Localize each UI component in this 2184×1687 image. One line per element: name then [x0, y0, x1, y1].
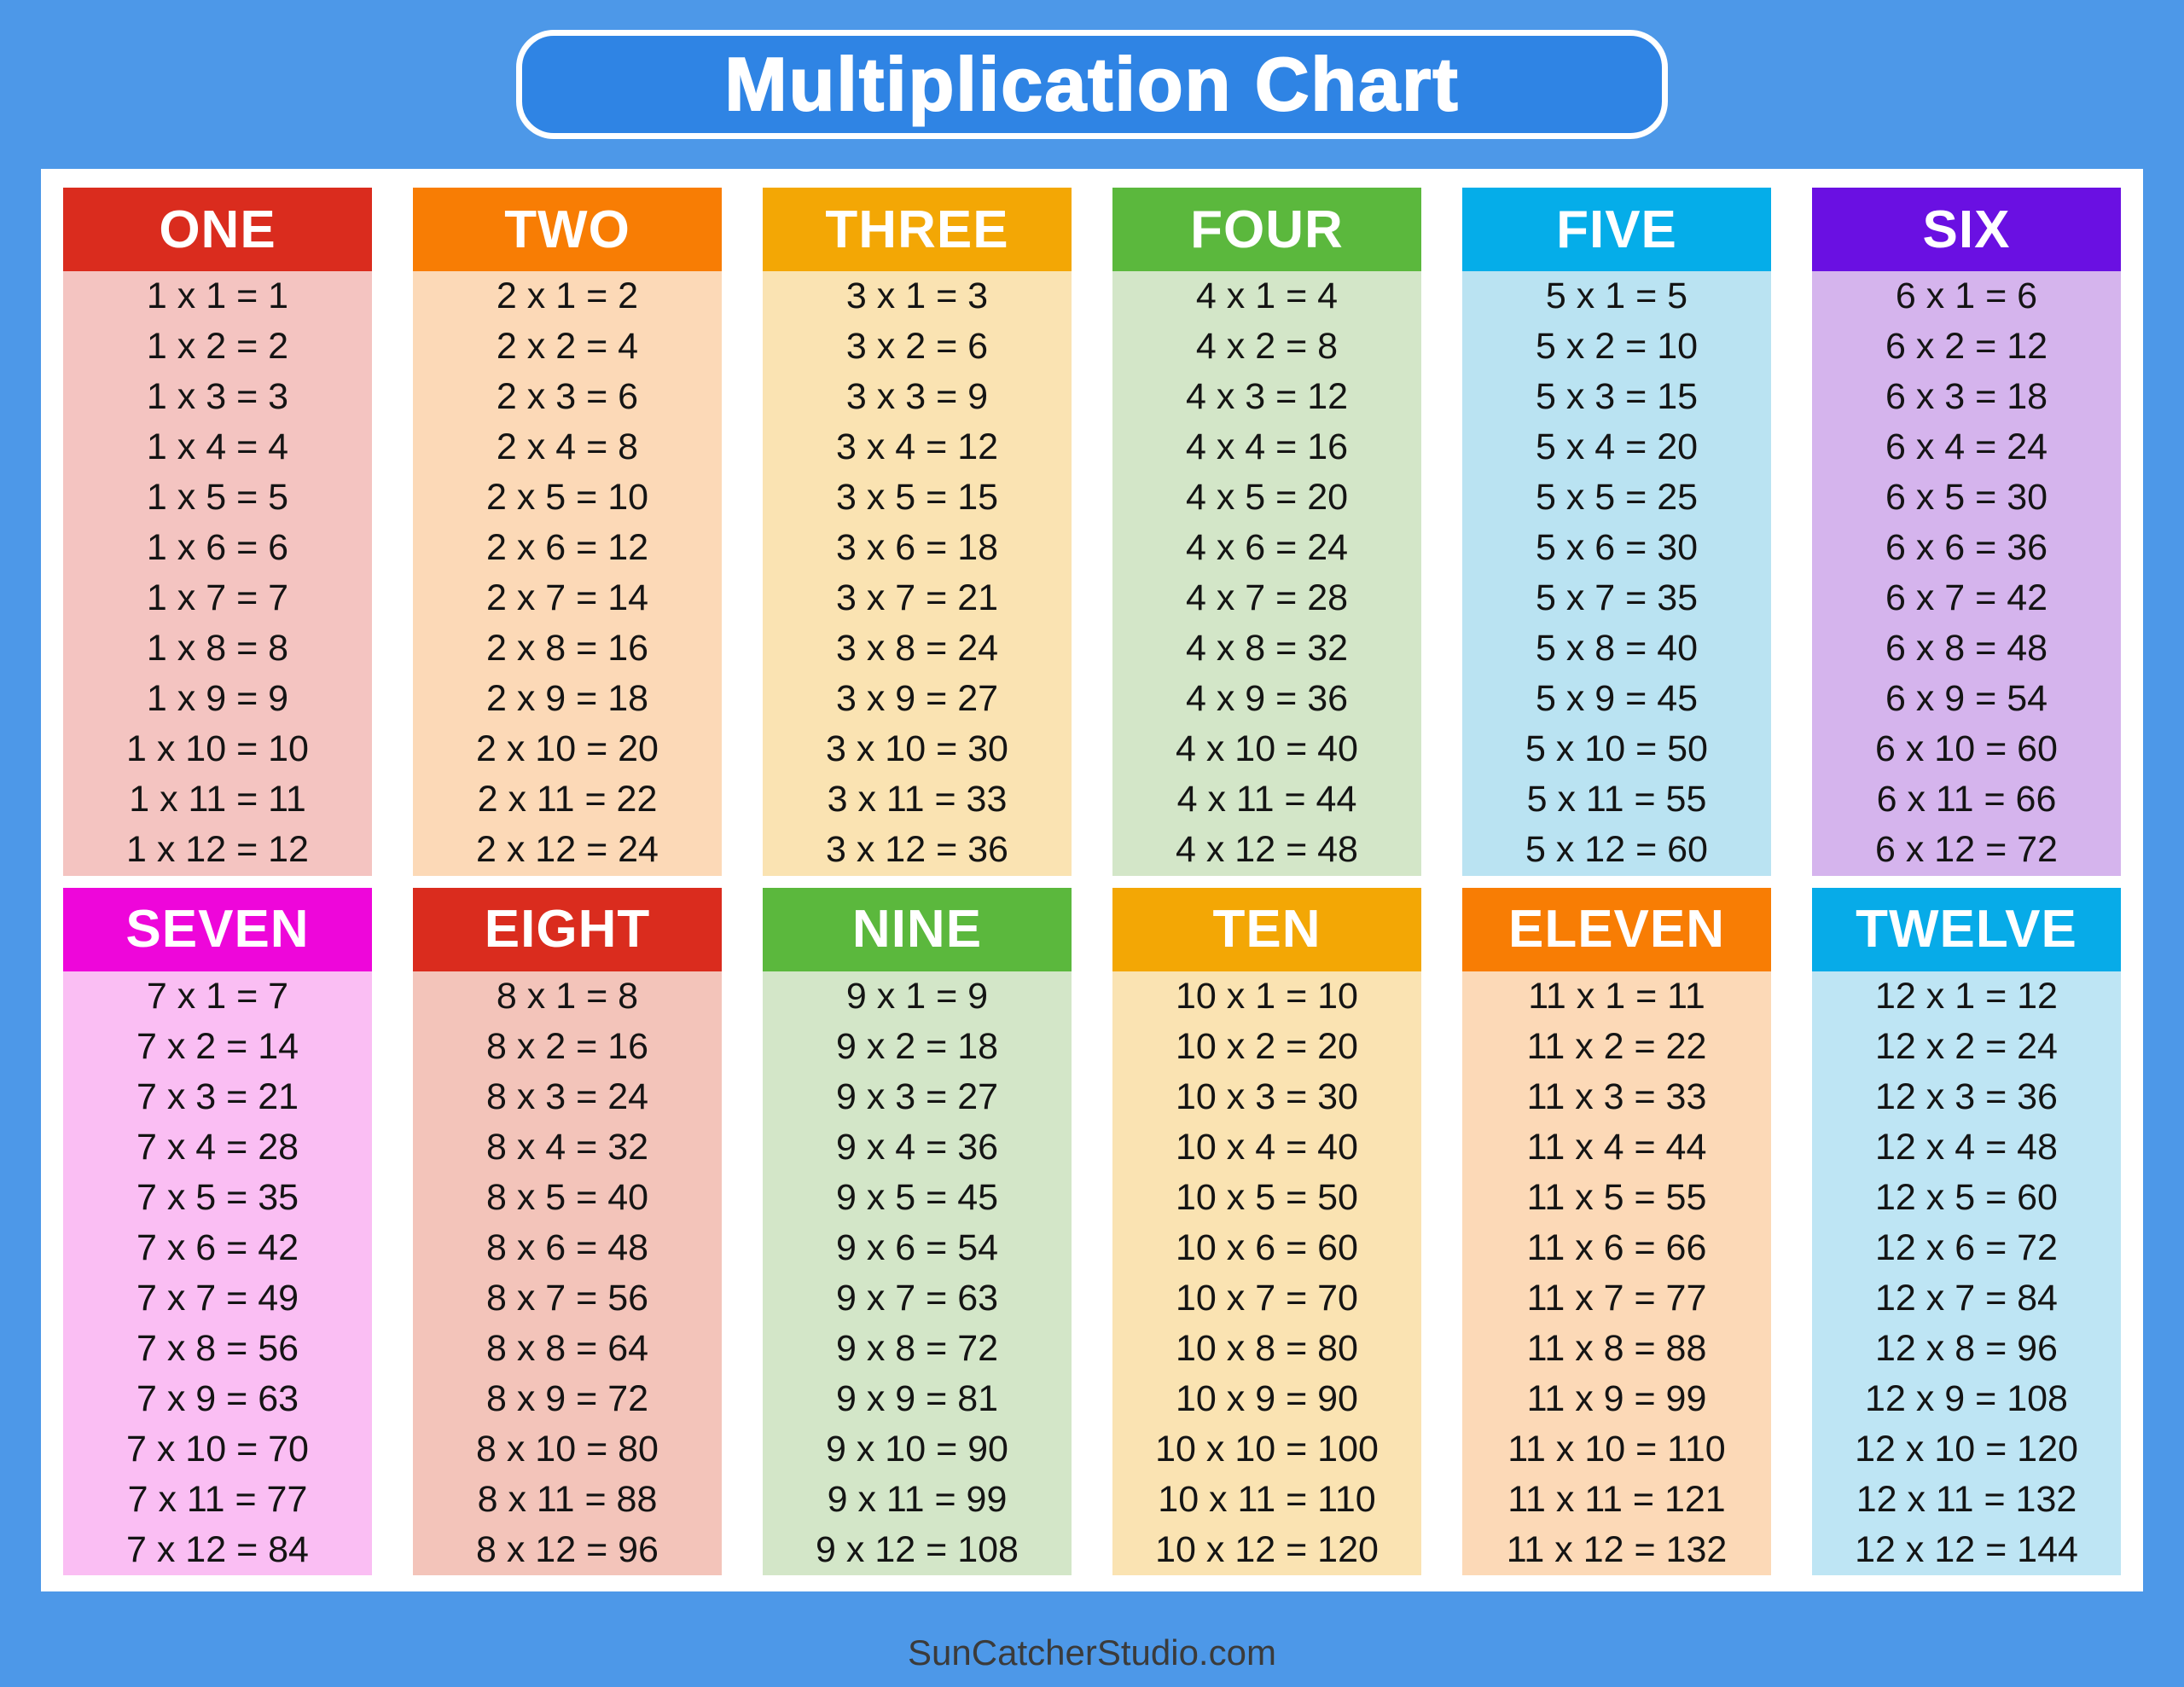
fact-line: 9 x 10 = 90 — [826, 1428, 1008, 1470]
times-table-header: ELEVEN — [1462, 888, 1771, 971]
fact-line: 10 x 9 = 90 — [1176, 1377, 1358, 1419]
fact-line: 10 x 11 = 110 — [1158, 1478, 1376, 1520]
fact-line: 12 x 10 = 120 — [1855, 1428, 2078, 1470]
fact-line: 1 x 6 = 6 — [146, 527, 289, 569]
fact-line: 2 x 11 = 22 — [477, 779, 658, 820]
fact-line: 5 x 1 = 5 — [1545, 275, 1688, 317]
fact-line: 1 x 5 = 5 — [146, 477, 289, 519]
fact-line: 3 x 8 = 24 — [835, 628, 999, 670]
times-table-body — [1462, 271, 1771, 876]
fact-line: 2 x 2 = 4 — [496, 326, 639, 368]
fact-line: 3 x 5 = 15 — [835, 477, 999, 519]
fact-line: 11 x 8 = 88 — [1526, 1327, 1707, 1369]
tables-panel — [41, 169, 2143, 1591]
fact-line: 12 x 4 = 48 — [1875, 1126, 2058, 1168]
fact-line: 3 x 1 = 3 — [845, 275, 989, 317]
fact-line: 3 x 2 = 6 — [845, 326, 989, 368]
fact-line: 8 x 3 = 24 — [485, 1075, 649, 1117]
fact-line: 3 x 7 = 21 — [835, 577, 999, 619]
fact-line: 3 x 9 = 27 — [835, 678, 999, 720]
fact-line: 1 x 4 = 4 — [146, 426, 289, 468]
times-table-two — [413, 188, 722, 876]
times-table-three — [763, 188, 1072, 876]
fact-line: 6 x 1 = 6 — [1895, 275, 2038, 317]
fact-line: 3 x 10 = 30 — [826, 728, 1008, 770]
fact-line: 4 x 11 = 44 — [1176, 779, 1357, 820]
fact-line: 5 x 4 = 20 — [1535, 426, 1699, 468]
fact-line: 5 x 7 = 35 — [1535, 577, 1699, 619]
fact-line: 1 x 9 = 9 — [146, 678, 289, 720]
fact-line: 5 x 10 = 50 — [1525, 728, 1708, 770]
fact-line: 11 x 4 = 44 — [1526, 1126, 1707, 1168]
fact-line: 8 x 5 = 40 — [485, 1176, 649, 1218]
fact-line: 5 x 5 = 25 — [1535, 477, 1699, 519]
fact-line: 3 x 12 = 36 — [826, 829, 1008, 871]
fact-line: 4 x 4 = 16 — [1185, 426, 1349, 468]
fact-line: 3 x 3 = 9 — [845, 376, 989, 418]
fact-line: 4 x 3 = 12 — [1185, 376, 1349, 418]
fact-line: 7 x 8 = 56 — [136, 1327, 299, 1369]
fact-line: 7 x 1 = 7 — [146, 975, 289, 1017]
times-table-header: THREE — [763, 188, 1072, 271]
fact-line: 8 x 8 = 64 — [485, 1327, 649, 1369]
fact-line: 3 x 6 = 18 — [835, 527, 999, 569]
fact-line: 1 x 3 = 3 — [146, 376, 289, 418]
times-table-twelve — [1812, 888, 2121, 1576]
fact-line: 9 x 8 = 72 — [835, 1327, 999, 1369]
fact-line: 10 x 12 = 120 — [1155, 1528, 1379, 1570]
fact-line: 8 x 9 = 72 — [485, 1377, 649, 1419]
fact-line: 5 x 2 = 10 — [1535, 326, 1699, 368]
times-table-six — [1812, 188, 2121, 876]
fact-line: 9 x 3 = 27 — [835, 1075, 999, 1117]
fact-line: 9 x 12 = 108 — [816, 1528, 1019, 1570]
title-banner — [516, 30, 1668, 139]
fact-line: 12 x 7 = 84 — [1875, 1277, 2058, 1319]
fact-line: 8 x 12 = 96 — [476, 1528, 659, 1570]
times-table-header: FOUR — [1112, 188, 1421, 271]
fact-line: 11 x 9 = 99 — [1526, 1377, 1707, 1419]
times-table-body — [413, 971, 722, 1576]
times-table-header: EIGHT — [413, 888, 722, 971]
times-table-body — [63, 971, 372, 1576]
times-table-header: TEN — [1112, 888, 1421, 971]
fact-line: 4 x 1 = 4 — [1195, 275, 1339, 317]
times-table-body — [1812, 271, 2121, 876]
fact-line: 11 x 3 = 33 — [1526, 1075, 1707, 1117]
times-table-body — [1812, 971, 2121, 1576]
fact-line: 5 x 3 = 15 — [1535, 376, 1699, 418]
fact-line: 11 x 10 = 110 — [1507, 1428, 1726, 1470]
fact-line: 4 x 10 = 40 — [1176, 728, 1358, 770]
fact-line: 8 x 6 = 48 — [485, 1226, 649, 1268]
times-table-nine — [763, 888, 1072, 1576]
fact-line: 2 x 12 = 24 — [476, 829, 659, 871]
fact-line: 9 x 4 = 36 — [835, 1126, 999, 1168]
times-table-four — [1112, 188, 1421, 876]
fact-line: 10 x 10 = 100 — [1155, 1428, 1379, 1470]
fact-line: 6 x 9 = 54 — [1885, 678, 2048, 720]
times-table-body — [1462, 971, 1771, 1576]
fact-line: 9 x 11 = 99 — [827, 1478, 1008, 1520]
fact-line: 5 x 6 = 30 — [1535, 527, 1699, 569]
times-table-ten — [1112, 888, 1421, 1576]
fact-line: 1 x 11 = 11 — [129, 779, 306, 820]
fact-line: 7 x 2 = 14 — [136, 1025, 299, 1067]
fact-line: 6 x 8 = 48 — [1885, 628, 2048, 670]
fact-line: 12 x 2 = 24 — [1875, 1025, 2058, 1067]
times-table-body — [1112, 971, 1421, 1576]
fact-line: 2 x 5 = 10 — [485, 477, 649, 519]
fact-line: 6 x 11 = 66 — [1876, 779, 2057, 820]
fact-line: 4 x 9 = 36 — [1185, 678, 1349, 720]
fact-line: 3 x 11 = 33 — [827, 779, 1008, 820]
times-table-body — [413, 271, 722, 876]
fact-line: 1 x 1 = 1 — [146, 275, 289, 317]
fact-line: 9 x 7 = 63 — [835, 1277, 999, 1319]
times-table-header: SEVEN — [63, 888, 372, 971]
page-title: Multiplication Chart — [724, 42, 1460, 126]
fact-line: 12 x 6 = 72 — [1875, 1226, 2058, 1268]
fact-line: 12 x 1 = 12 — [1875, 975, 2058, 1017]
tables-grid — [63, 188, 2121, 1575]
times-table-body — [763, 271, 1072, 876]
fact-line: 6 x 10 = 60 — [1875, 728, 2058, 770]
times-table-header: TWO — [413, 188, 722, 271]
fact-line: 10 x 6 = 60 — [1176, 1226, 1358, 1268]
fact-line: 7 x 6 = 42 — [136, 1226, 299, 1268]
fact-line: 11 x 12 = 132 — [1506, 1528, 1728, 1570]
fact-line: 5 x 9 = 45 — [1535, 678, 1699, 720]
fact-line: 8 x 2 = 16 — [485, 1025, 649, 1067]
times-table-header: ONE — [63, 188, 372, 271]
fact-line: 3 x 4 = 12 — [835, 426, 999, 468]
fact-line: 7 x 11 = 77 — [127, 1478, 308, 1520]
fact-line: 1 x 8 = 8 — [146, 628, 289, 670]
fact-line: 11 x 7 = 77 — [1526, 1277, 1707, 1319]
fact-line: 1 x 2 = 2 — [146, 326, 289, 368]
fact-line: 12 x 9 = 108 — [1865, 1377, 2068, 1419]
fact-line: 8 x 4 = 32 — [485, 1126, 649, 1168]
fact-line: 1 x 7 = 7 — [146, 577, 289, 619]
fact-line: 5 x 11 = 55 — [1526, 779, 1707, 820]
fact-line: 8 x 10 = 80 — [476, 1428, 659, 1470]
fact-line: 11 x 5 = 55 — [1526, 1176, 1707, 1218]
fact-line: 4 x 6 = 24 — [1185, 527, 1349, 569]
fact-line: 7 x 5 = 35 — [136, 1176, 299, 1218]
fact-line: 12 x 3 = 36 — [1875, 1075, 2058, 1117]
fact-line: 10 x 4 = 40 — [1176, 1126, 1358, 1168]
fact-line: 10 x 1 = 10 — [1176, 975, 1358, 1017]
fact-line: 11 x 6 = 66 — [1526, 1226, 1707, 1268]
fact-line: 7 x 12 = 84 — [126, 1528, 309, 1570]
fact-line: 5 x 12 = 60 — [1525, 829, 1708, 871]
fact-line: 4 x 2 = 8 — [1195, 326, 1339, 368]
fact-line: 6 x 3 = 18 — [1885, 376, 2048, 418]
footer-credit: SunCatcherStudio.com — [908, 1632, 1276, 1673]
fact-line: 2 x 6 = 12 — [485, 527, 649, 569]
fact-line: 10 x 8 = 80 — [1176, 1327, 1358, 1369]
fact-line: 7 x 7 = 49 — [136, 1277, 299, 1319]
fact-line: 2 x 3 = 6 — [496, 376, 639, 418]
fact-line: 6 x 12 = 72 — [1875, 829, 2058, 871]
fact-line: 10 x 7 = 70 — [1176, 1277, 1358, 1319]
times-table-header: SIX — [1812, 188, 2121, 271]
fact-line: 2 x 7 = 14 — [485, 577, 649, 619]
fact-line: 11 x 1 = 11 — [1528, 975, 1705, 1017]
fact-line: 12 x 8 = 96 — [1875, 1327, 2058, 1369]
times-table-eight — [413, 888, 722, 1576]
fact-line: 2 x 9 = 18 — [485, 678, 649, 720]
fact-line: 12 x 5 = 60 — [1875, 1176, 2058, 1218]
times-table-five — [1462, 188, 1771, 876]
fact-line: 7 x 3 = 21 — [136, 1075, 299, 1117]
fact-line: 1 x 12 = 12 — [126, 829, 309, 871]
fact-line: 7 x 10 = 70 — [126, 1428, 309, 1470]
fact-line: 6 x 7 = 42 — [1885, 577, 2048, 619]
fact-line: 11 x 2 = 22 — [1526, 1025, 1707, 1067]
times-table-eleven — [1462, 888, 1771, 1576]
fact-line: 2 x 4 = 8 — [496, 426, 639, 468]
fact-line: 4 x 12 = 48 — [1176, 829, 1358, 871]
times-table-body — [63, 271, 372, 876]
fact-line: 4 x 5 = 20 — [1185, 477, 1349, 519]
times-table-header: TWELVE — [1812, 888, 2121, 971]
fact-line: 6 x 5 = 30 — [1885, 477, 2048, 519]
times-table-header: NINE — [763, 888, 1072, 971]
fact-line: 9 x 6 = 54 — [835, 1226, 999, 1268]
times-table-body — [1112, 271, 1421, 876]
times-table-header: FIVE — [1462, 188, 1771, 271]
fact-line: 2 x 10 = 20 — [476, 728, 659, 770]
fact-line: 9 x 9 = 81 — [835, 1377, 999, 1419]
fact-line: 2 x 1 = 2 — [496, 275, 639, 317]
fact-line: 6 x 6 = 36 — [1885, 527, 2048, 569]
fact-line: 4 x 8 = 32 — [1185, 628, 1349, 670]
times-table-body — [763, 971, 1072, 1576]
fact-line: 8 x 1 = 8 — [496, 975, 639, 1017]
fact-line: 7 x 9 = 63 — [136, 1377, 299, 1419]
fact-line: 12 x 11 = 132 — [1856, 1478, 2077, 1520]
fact-line: 6 x 4 = 24 — [1885, 426, 2048, 468]
fact-line: 4 x 7 = 28 — [1185, 577, 1349, 619]
fact-line: 9 x 1 = 9 — [845, 975, 989, 1017]
fact-line: 8 x 7 = 56 — [485, 1277, 649, 1319]
fact-line: 12 x 12 = 144 — [1855, 1528, 2078, 1570]
fact-line: 10 x 5 = 50 — [1176, 1176, 1358, 1218]
fact-line: 5 x 8 = 40 — [1535, 628, 1699, 670]
fact-line: 10 x 2 = 20 — [1176, 1025, 1358, 1067]
fact-line: 7 x 4 = 28 — [136, 1126, 299, 1168]
fact-line: 10 x 3 = 30 — [1176, 1075, 1358, 1117]
fact-line: 2 x 8 = 16 — [485, 628, 649, 670]
fact-line: 9 x 5 = 45 — [835, 1176, 999, 1218]
fact-line: 8 x 11 = 88 — [477, 1478, 658, 1520]
fact-line: 6 x 2 = 12 — [1885, 326, 2048, 368]
fact-line: 11 x 11 = 121 — [1507, 1478, 1726, 1520]
fact-line: 9 x 2 = 18 — [835, 1025, 999, 1067]
fact-line: 1 x 10 = 10 — [126, 728, 309, 770]
times-table-one — [63, 188, 372, 876]
times-table-seven — [63, 888, 372, 1576]
